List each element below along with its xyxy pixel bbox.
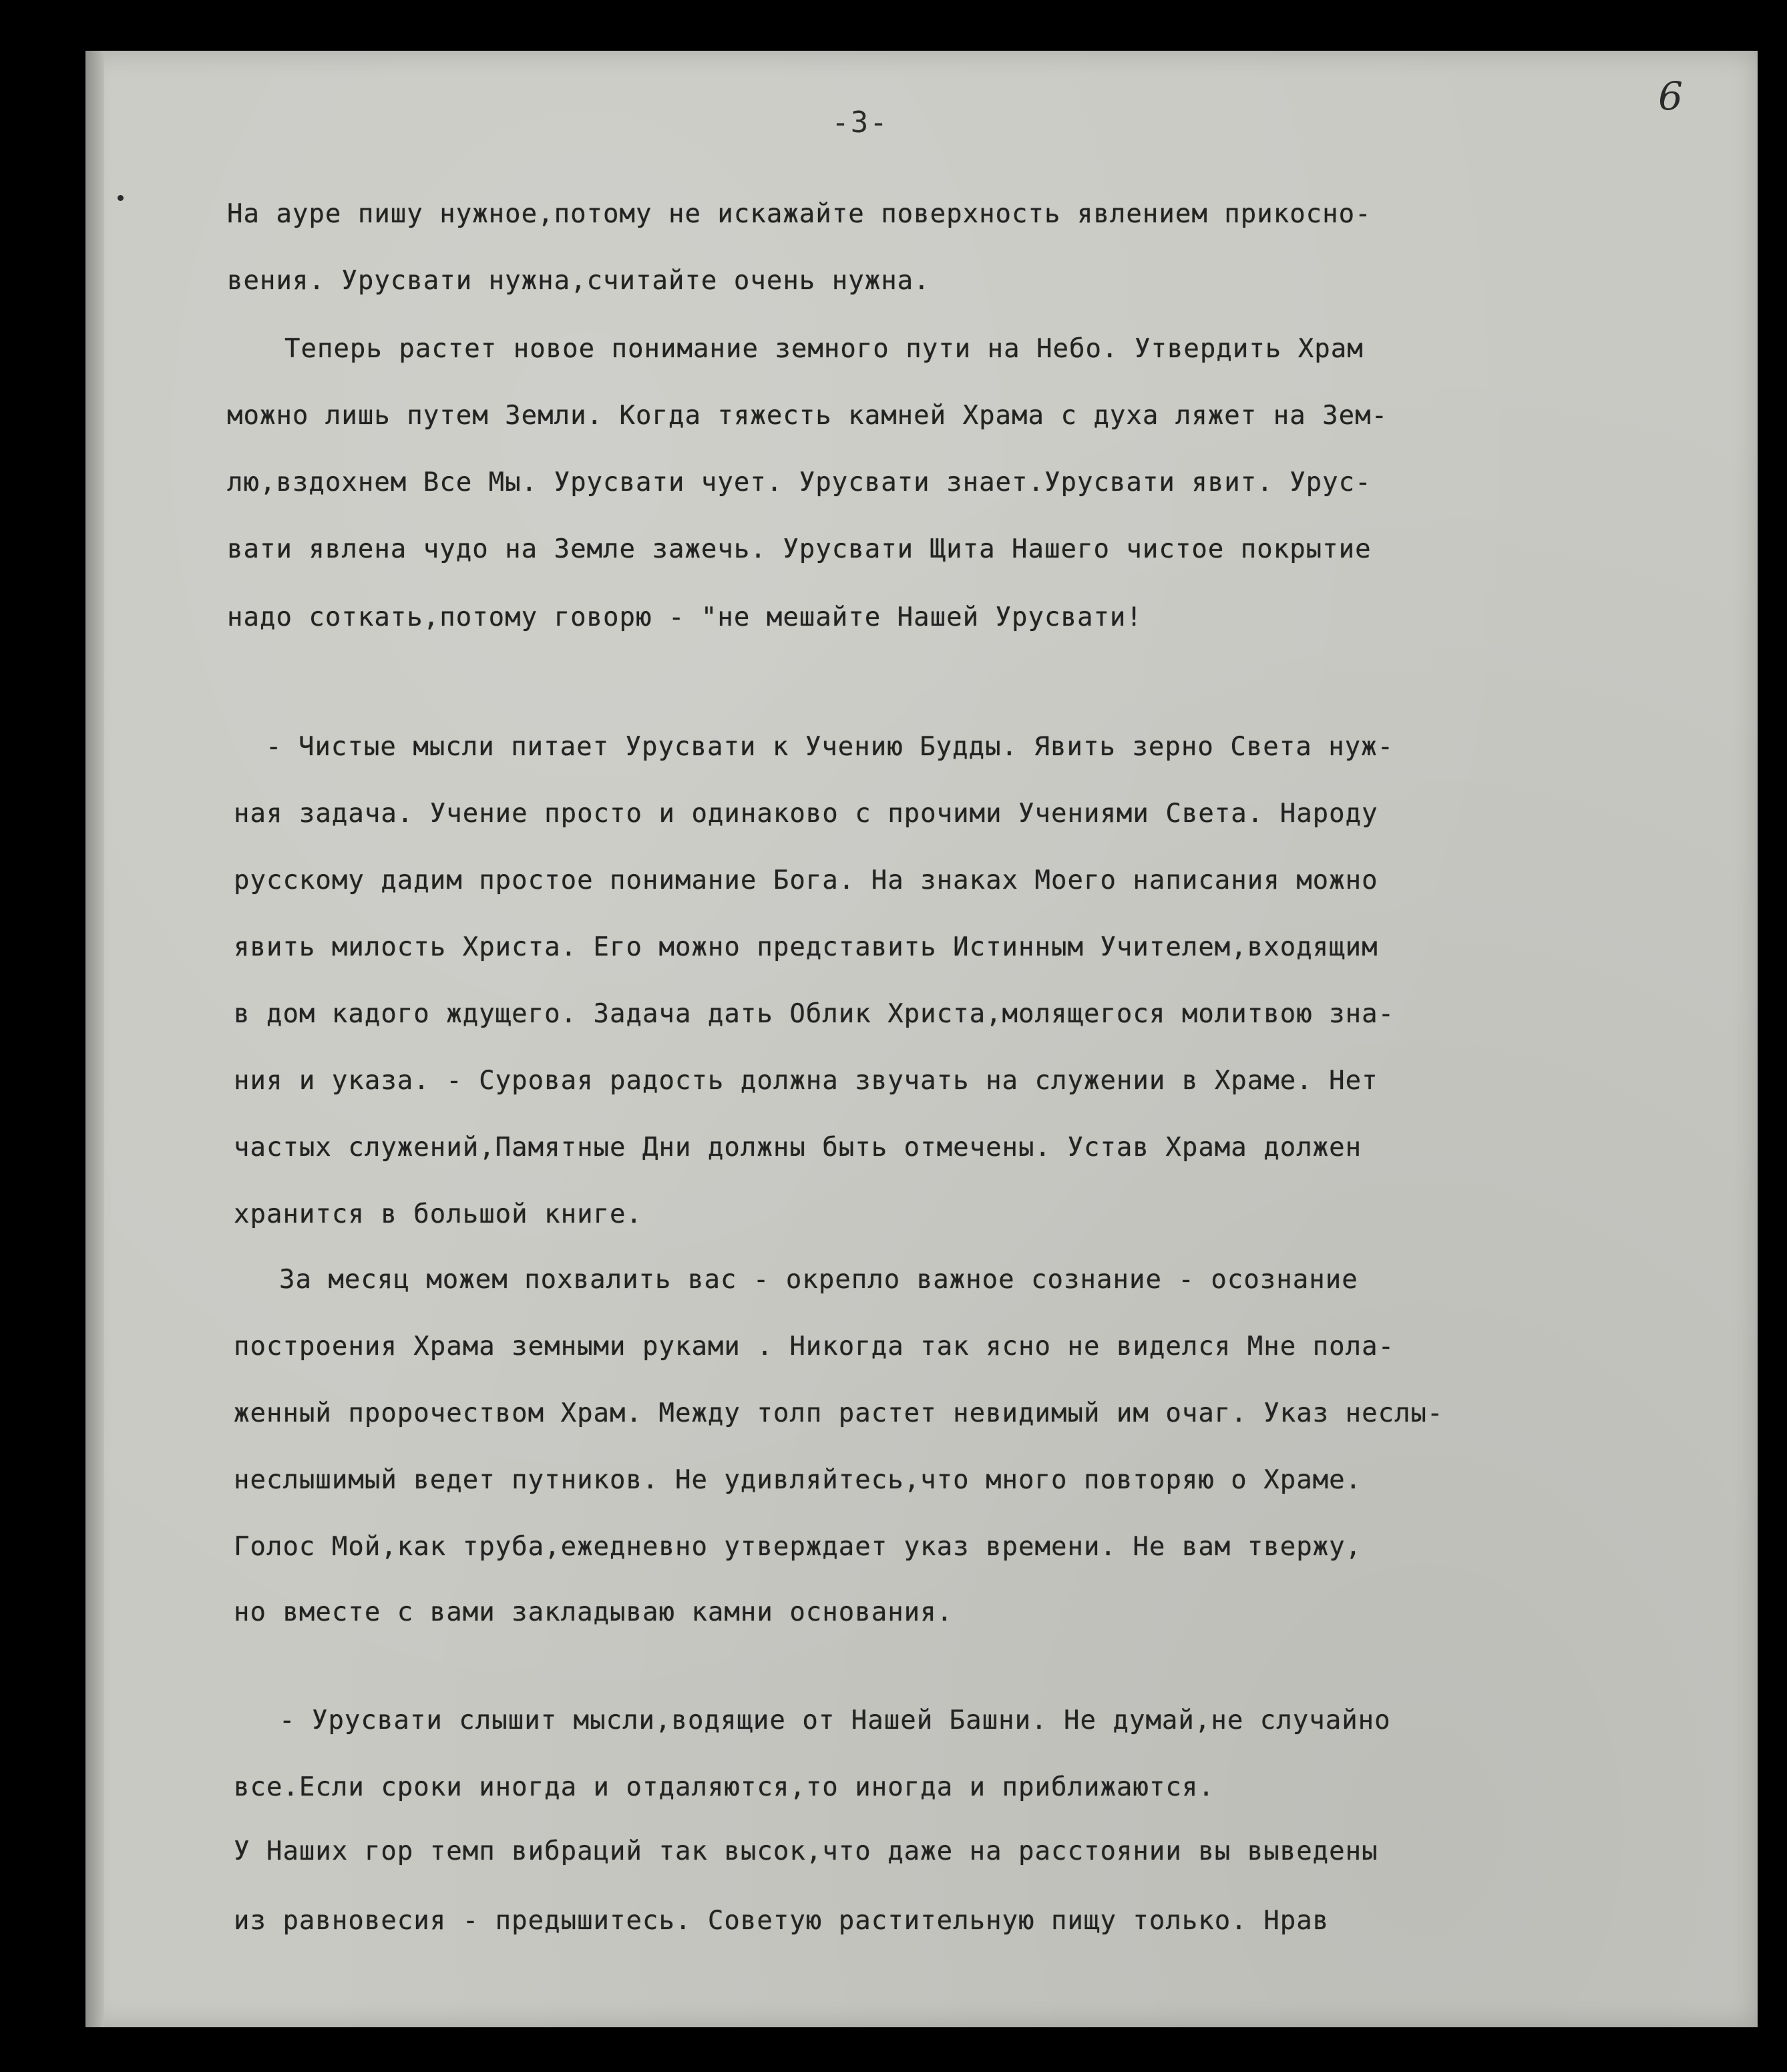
text-line: в дом кадого ждущего. Задача дать Облик Христа,молящегося молитвою зна- (234, 999, 1395, 1029)
text-line: из равновесия - предышитесь. Советую растительную пищу только. Нрав (234, 1906, 1330, 1936)
text-line: русскому дадим простое понимание Бога. На знаках Моего написания можно (234, 865, 1378, 895)
text-line: частых служений,Памятные Дни должны быть отмечены. Устав Храма должен (234, 1132, 1362, 1163)
text-line: хранится в большой книге. (234, 1199, 642, 1229)
typed-page (85, 51, 1758, 2027)
text-line: лю,вздохнем Все Мы. Урусвати чует. Урусвати знает.Урусвати явит. Урус- (227, 467, 1372, 497)
text-line: ная задача. Учение просто и одинаково с прочими Учениями Света. Народу (234, 799, 1378, 829)
text-line: вати явлена чудо на Земле зажечь. Урусвати Щита Нашего чистое покрытие (227, 534, 1372, 564)
page-number: -3- (831, 106, 889, 140)
text-line: ния и указа. - Суровая радость должна звучать на служении в Храме. Нет (234, 1066, 1378, 1096)
text-line: - Урусвати слышит мысли,водящие от Нашей Башни. Не думай,не случайно (279, 1705, 1391, 1735)
text-line: все.Если сроки иногда и отдаляются,то иногда и приближаются. (234, 1772, 1215, 1802)
text-line: неслышимый ведет путников. Не удивляйтесь,что много повторяю о Храме. (234, 1465, 1362, 1495)
text-line: но вместе с вами закладываю камни основания. (234, 1597, 954, 1627)
text-line: женный пророчеством Храм. Между толп растет невидимый им очаг. Указ неслы- (234, 1398, 1444, 1428)
text-line: - Чистые мысли питает Урусвати к Учению Будды. Явить зерно Света нуж- (266, 732, 1394, 762)
text-line: У Наших гор темп вибраций так высок,что даже на расстоянии вы выведены (234, 1836, 1378, 1866)
typed-text-body (85, 51, 1758, 2027)
text-line: На ауре пишу нужное,потому не искажайте поверхность явлением прикосно- (227, 199, 1372, 229)
text-line: явить милость Христа. Его можно представить Истинным Учителем,входящим (234, 932, 1378, 962)
text-line: Теперь растет новое понимание земного пути на Небо. Утвердить Храм (284, 334, 1364, 364)
text-line: можно лишь путем Земли. Когда тяжесть камней Храма с духа ляжет на Зем- (227, 401, 1388, 431)
text-line: вения. Урусвати нужна,считайте очень нужна. (227, 266, 930, 296)
text-line: Голос Мой,как труба,ежедневно утверждает указ времени. Не вам твержу, (234, 1532, 1362, 1562)
text-line: надо соткать,потому говорю - "не мешайте Нашей Урусвати! (227, 602, 1143, 632)
text-line: построения Храма земными руками . Никогда так ясно не виделся Мне пола- (234, 1331, 1395, 1362)
text-line: За месяц можем похвалить вас - окрепло важное сознание - осознание (279, 1265, 1358, 1295)
archive-sheet-number: 6 (1658, 73, 1683, 119)
